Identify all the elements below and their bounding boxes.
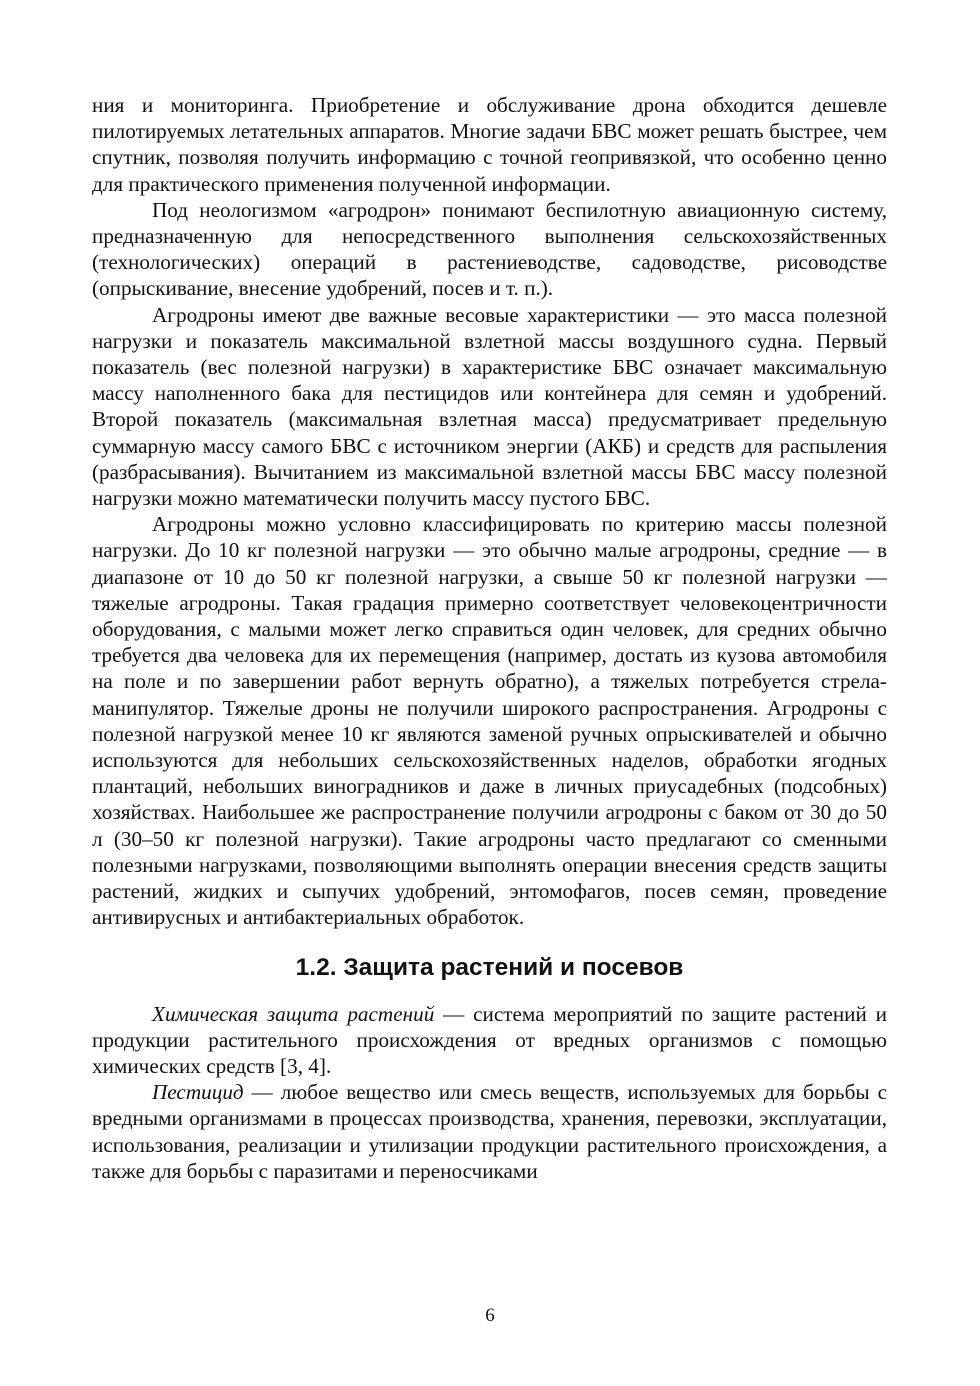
- paragraph-chemical-protection: [92, 1001, 887, 1080]
- page-number: 6: [485, 1305, 495, 1326]
- definition-pesticide: — любое вещество или смесь веществ, используемых для борьбы с вредными организмами в процессах производства, хранения, перевозки, эксплуатации, использования, реализации и утилизации продукции растительного происхождения, а также для борьбы с паразитами и переносчиками: [92, 1080, 887, 1183]
- definition-chemical-protection: — система мероприятий по защите растений и продукции растительного происхождения от вредных организмов с помощью химических средств [3, 4].: [92, 1001, 888, 1078]
- paragraph-classification: Агродроны можно условно классифицировать по критерию массы полезной нагрузки. До 10 кг полезной нагрузки — это обычно малые агродроны, средние — в диапазоне от 10 до 50 кг полезной нагрузки, а свыше 50 кг полезной нагрузки — тяжелые агродроны. Такая градация примерно соответствует человекоцентричности оборудования, с малыми может легко справиться один человек, для средних обычно требуется два человека для их перемещения (например, достать из кузова автомобиля на поле и по завершении работ вернуть обратно), а тяжелых потребуется стрела-манипулятор. Тяжелые дроны не получили широкого распространения. Агродроны с полезной нагрузкой менее 10 кг являются заменой ручных опрыскивателей и обычно используются для небольших сельскохозяйственных наделов, обработки ягодных плантаций, небольших виноградников и даже в личных приусадебных (подсобных) хозяйствах. Наибольшее же распространение получили агродроны с баком от 30 до 50 л (30–50 кг полезной нагрузки). Такие агродроны часто предлагают со сменными полезными нагрузками, позволяющими выполнять операции внесения средств защиты растений, жидких и сыпучих удобрений, энтомофагов, посев семян, проведение антивирусных и антибактериальных обработок.: [92, 512, 887, 930]
- term-chemical-protection: Химическая защита растений: [152, 1001, 435, 1026]
- paragraph-agrodrone-definition: Под неологизмом «агродрон» понимают беспилотную авиационную систему, предназначенную для непосредственного выполнения сельскохозяйственных (технологических) операций в растениеводстве, садоводстве, рисоводстве (опрыскивание, внесение удобрений, посев и т. п.).: [92, 197, 887, 301]
- term-pesticide: Пестицид: [152, 1080, 244, 1105]
- paragraph-weight-characteristics: Агродроны имеют две важные весовые характеристики — это масса полезной нагрузки и показатель максимальной взлетной массы воздушного судна. Первый показатель (вес полезной нагрузки) в характеристике БВС означает максимальную массу наполненного бака для пестицидов или контейнера для семян и удобрений. Второй показатель (максимальная взлетная масса) предусматривает предельную суммарную массу самого БВС с источником энергии (АКБ) и средств для распыления (разбрасывания). Вычитанием из максимальной взлетной массы БВС массу полезной нагрузки можно математически получить массу пустого БВС.: [92, 302, 887, 511]
- paragraph-monitoring: ния и мониторинга. Приобретение и обслуживание дрона обходится дешевле пилотируемых летательных аппаратов. Многие задачи БВС может решать быстрее, чем спутник, позволяя получить информацию с точной геопривязкой, что особенно ценно для практического применения полученной информации.: [92, 93, 887, 196]
- paragraph-pesticide: [92, 1079, 887, 1184]
- page-body: [92, 92, 887, 1184]
- section-heading: 1.2. Защита растений и посевов: [295, 953, 684, 981]
